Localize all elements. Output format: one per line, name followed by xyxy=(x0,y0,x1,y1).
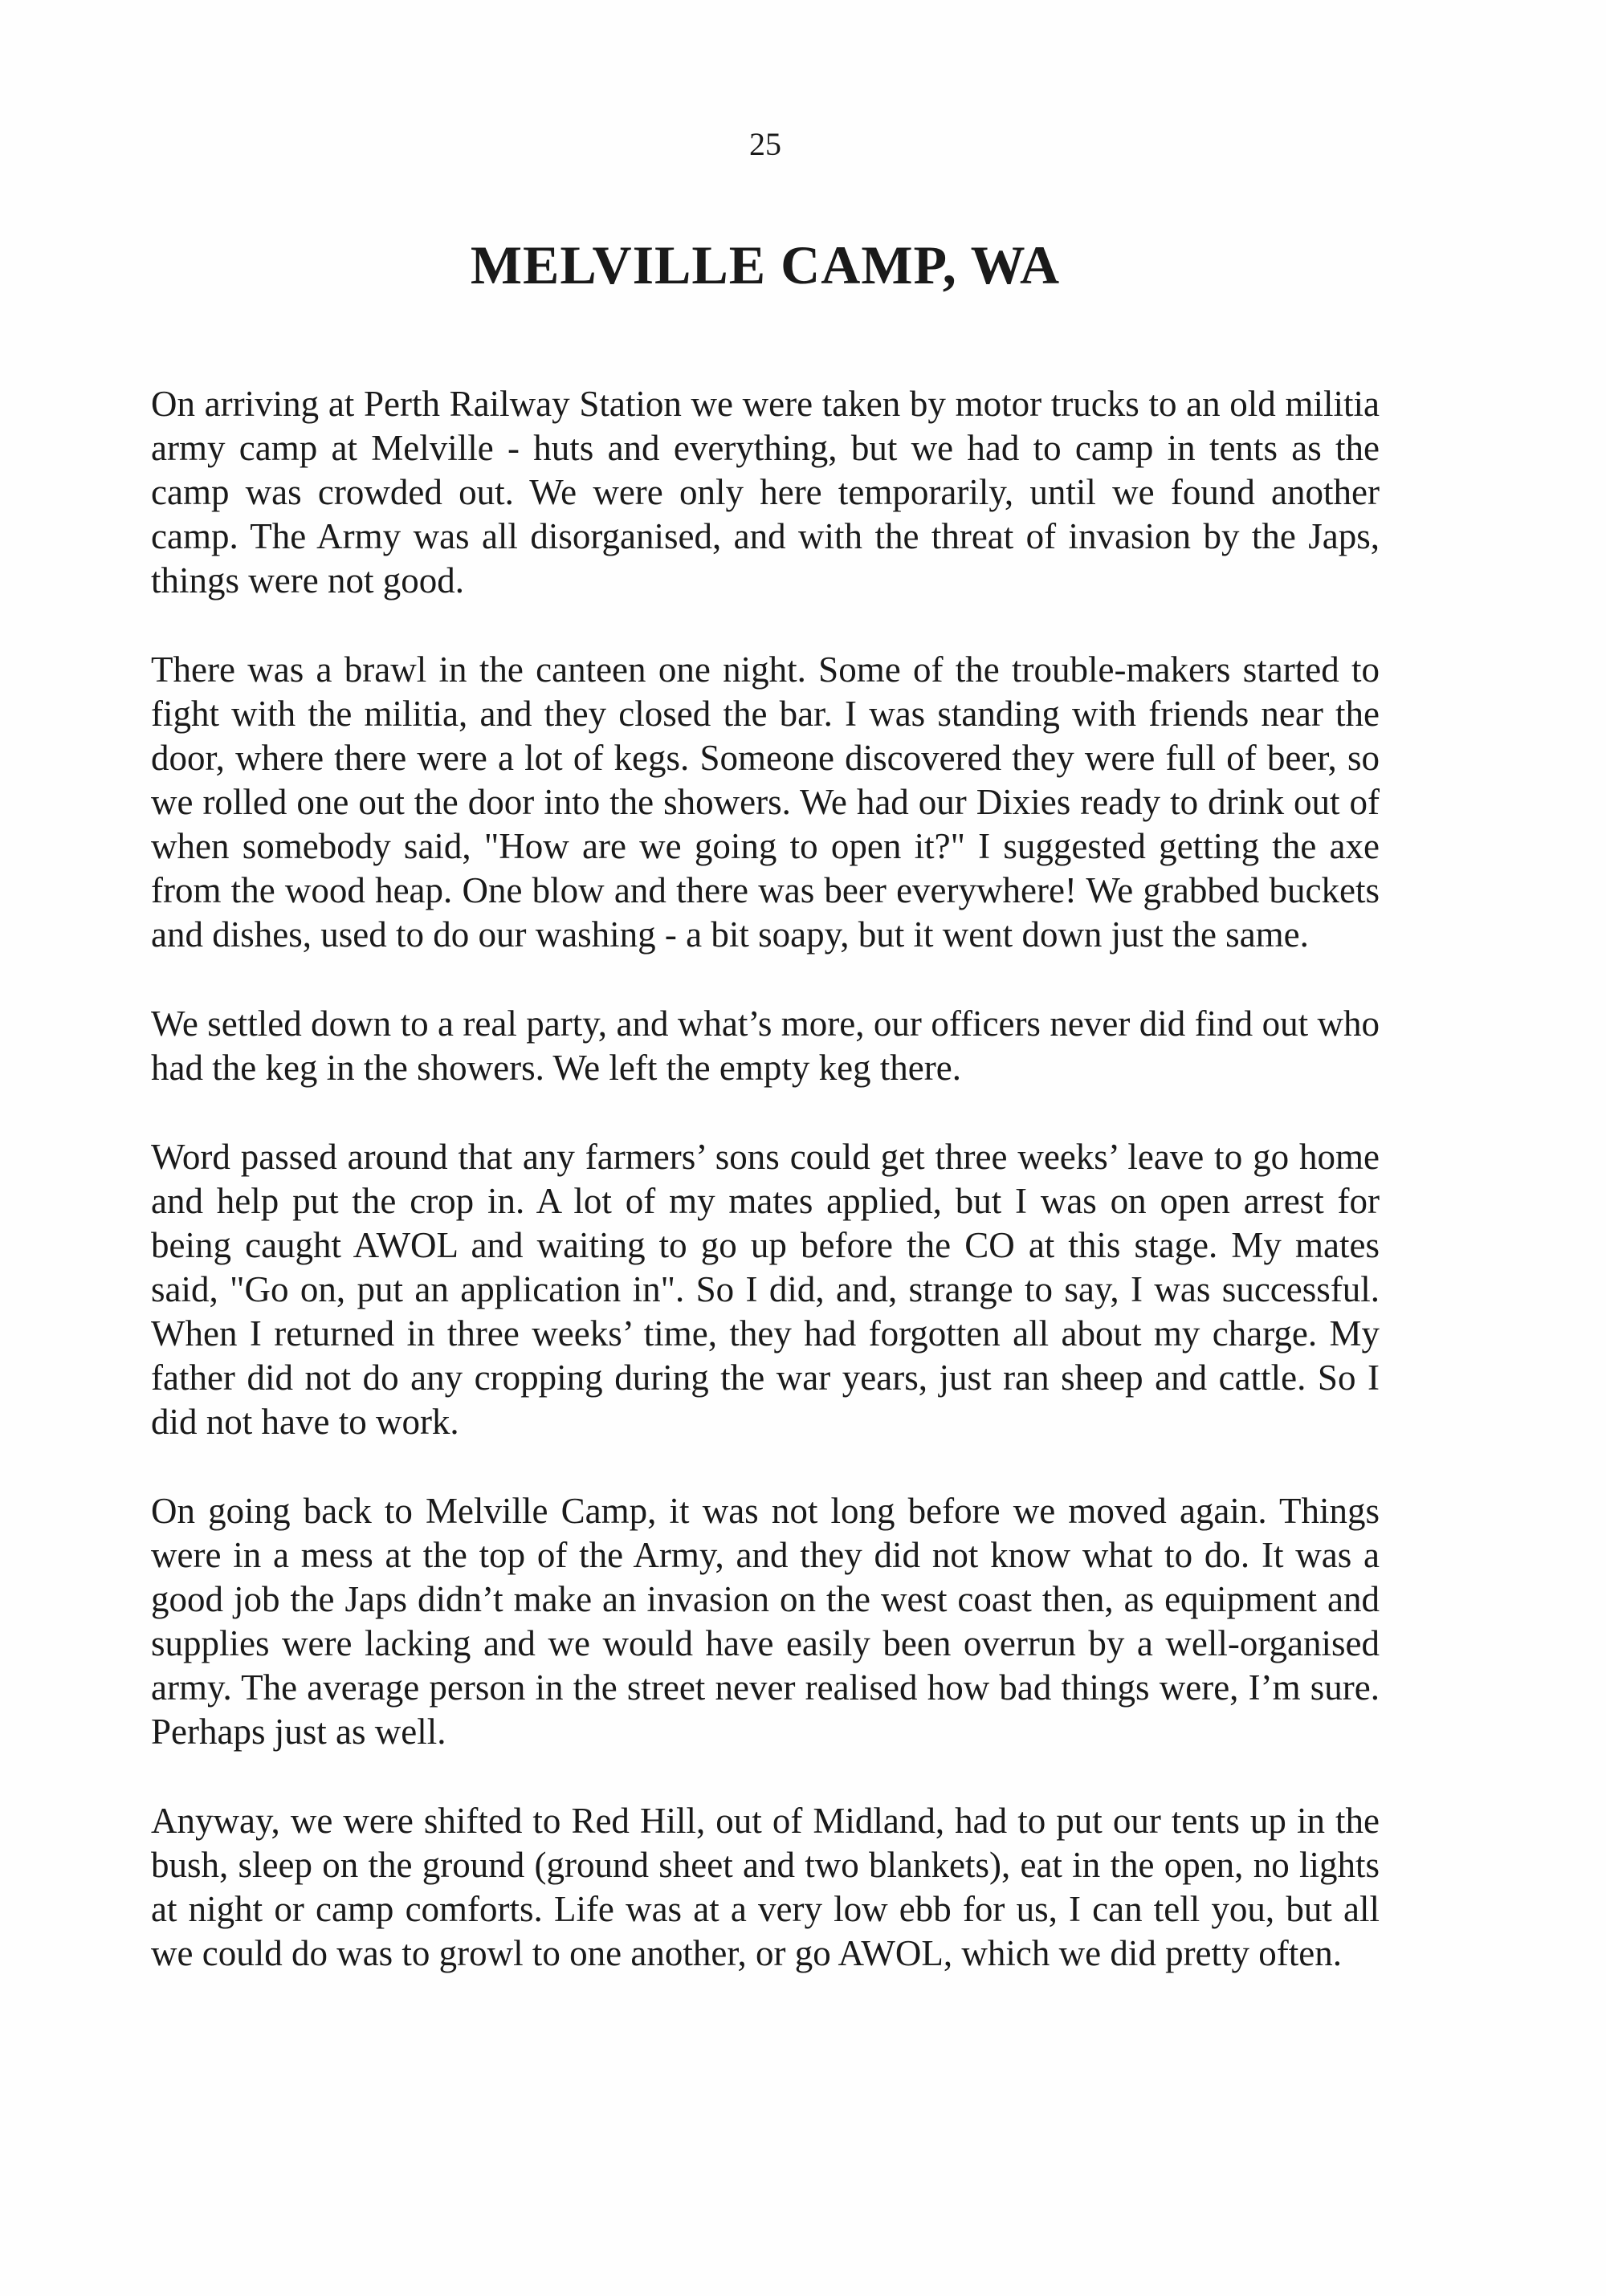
body-text xyxy=(151,382,1380,2021)
paragraph-5: On going back to Melville Camp, it was not long before we moved again. Things were in a mess at the top of the Army, and they did not know what to do. It was a good job the Japs didn’t make an invasion on the west coast then, as equipment and supplies were lacking and we would have easily been overrun by a well-organised army. The average person in the street never realised how bad things were, I’m sure. Perhaps just as well. xyxy=(151,1491,1380,1752)
paragraph-4: Word passed around that any farmers’ sons could get three weeks’ leave to go home and help put the crop in. A lot of my mates applied, but I was on open arrest for being caught AWOL and waiting to go up before the CO at this stage. My mates said, "Go on, put an application in". So I did, and, strange to say, I was successful. When I returned in three weeks’ time, they had forgotten all about my charge. My father did not do any cropping during the war years, just ran sheep and cattle. So I did not have to work. xyxy=(151,1137,1380,1442)
paragraph-1: On arriving at Perth Railway Station we were taken by motor trucks to an old militia army camp at Melville - huts and everything, but we had to camp in tents as the camp was crowded out. We were only here temporarily, until we found another camp. The Army was all disorganised, and with the threat of invasion by the Japs, things were not good. xyxy=(151,384,1380,600)
paragraph-2: There was a brawl in the canteen one night. Some of the trouble-makers started to fight with the militia, and they closed the bar. I was standing with friends near the door, where there were a lot of kegs. Someone discovered they were full of beer, so we rolled one out the door into the showers. We had our Dixies ready to drink out of when somebody said, "How are we going to open it?" I suggested getting the axe from the wood heap. One blow and there was beer everywhere! We grabbed buckets and dishes, used to do our washing - a bit soapy, but it went down just the same. xyxy=(151,649,1380,955)
paragraph-6: Anyway, we were shifted to Red Hill, out of Midland, had to put our tents up in the bush, sleep on the ground (ground sheet and two blankets), eat in the open, no lights at night or camp comforts. Life was at a very low ebb for us, I can tell you, but all we could do was to growl to one another, or go AWOL, which we did pretty often. xyxy=(151,1801,1380,1973)
chapter-title: MELVILLE CAMP, WA xyxy=(470,234,1061,295)
page-number: 25 xyxy=(749,126,781,162)
paragraph-3: We settled down to a real party, and what’s more, our officers never did find out who had the keg in the showers. We left the empty keg there. xyxy=(151,1003,1380,1088)
